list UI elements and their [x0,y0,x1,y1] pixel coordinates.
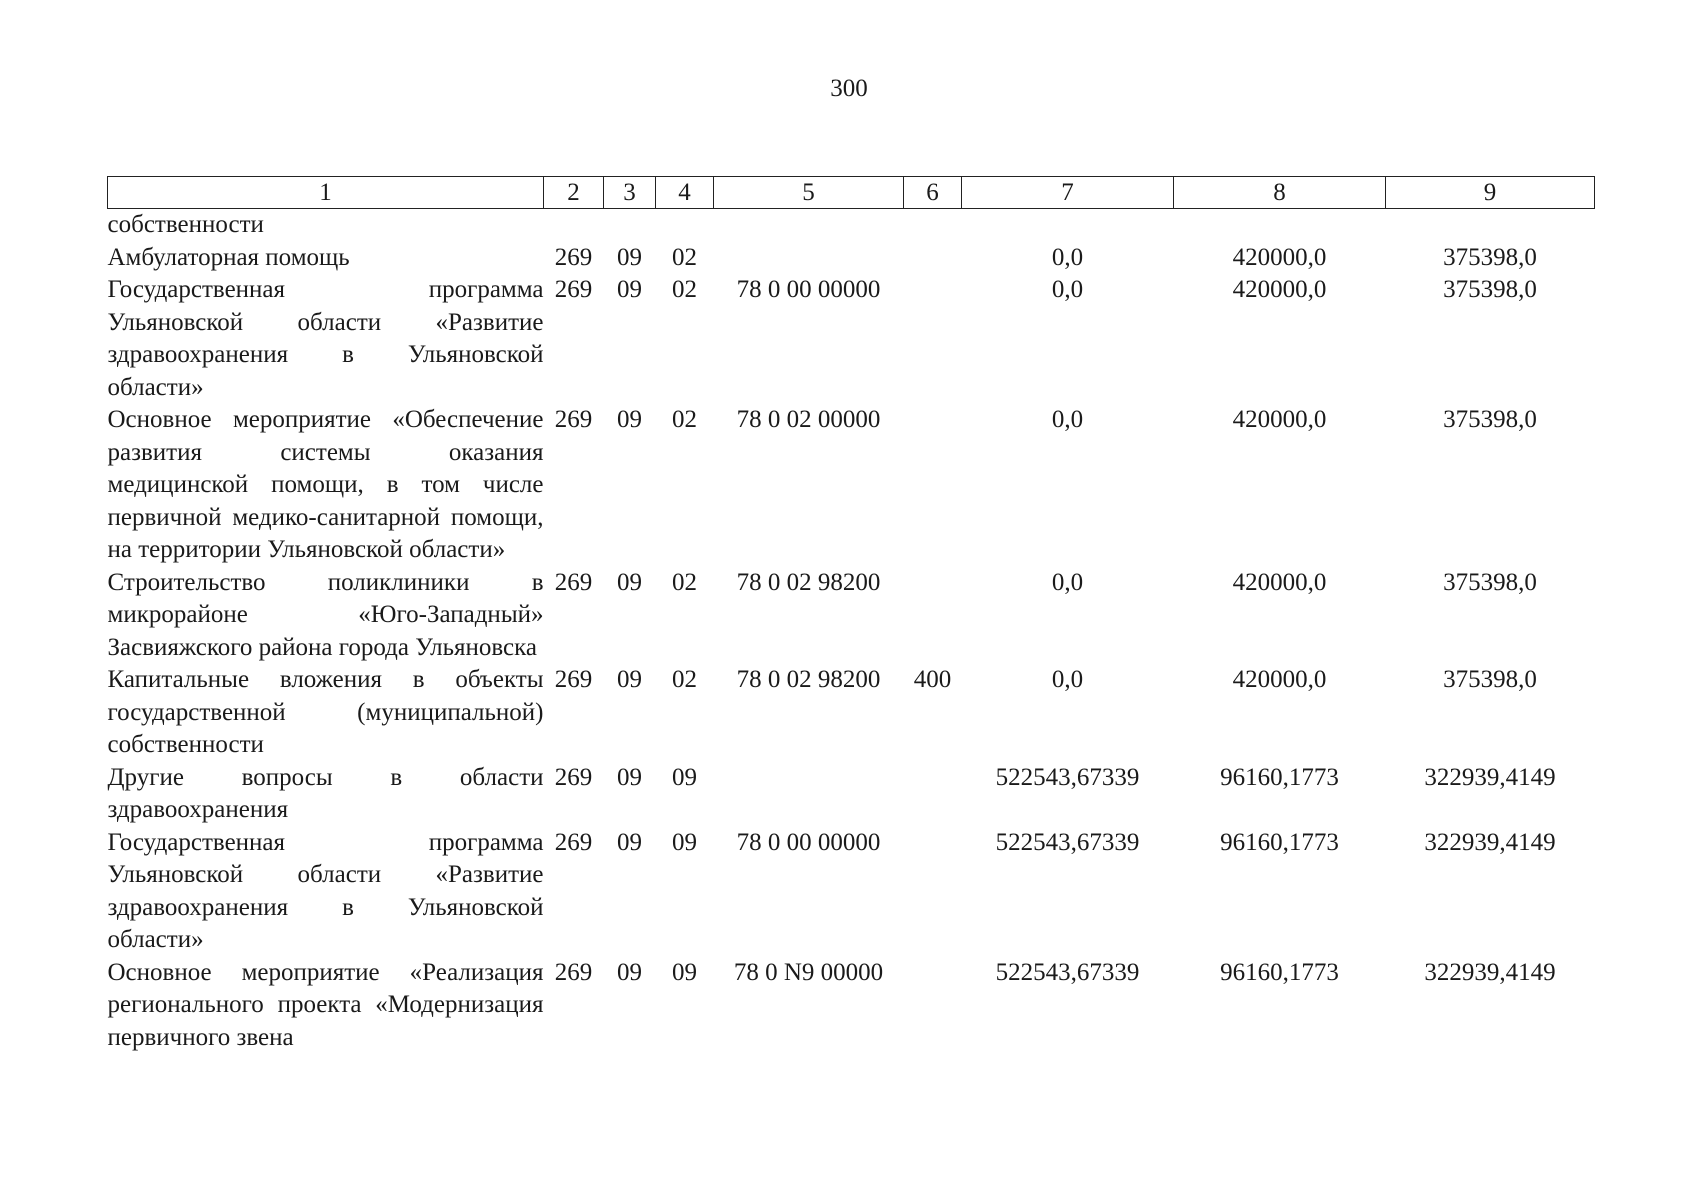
row-c7: 0,0 [1051,568,1084,596]
row-c5 [714,762,904,827]
row-c9: 375398,0 [1443,406,1537,433]
row-c5: 78 0 N9 00000 [733,958,884,986]
row-c2: 269 [554,568,593,596]
row-name: Строительство поликлиники в микрорайоне «Юго-Западный» Засвияжского района города Ульяновска [107,568,544,661]
row-c7: 522543,67339 [995,763,1140,791]
table-row [108,762,1595,827]
row-c2: 269 [554,276,593,303]
row-c6: 400 [913,666,952,693]
row-c8: 96160,1773 [1220,958,1339,986]
row-c8: 420000,0 [1232,276,1327,303]
table-row [108,209,1595,242]
row-c4: 02 [672,406,697,433]
row-c2: 269 [554,828,593,856]
row-c3: 09 [617,568,642,596]
col-header-6: 6 [904,177,962,209]
page-number: 300 [830,75,868,102]
row-c6 [904,567,962,665]
row-c4: 02 [672,568,697,596]
row-name: Амбулаторная помощь [107,243,350,271]
row-c7: 0,0 [1051,243,1084,271]
row-c5: 78 0 02 00000 [736,406,881,433]
col-header-7: 7 [962,177,1174,209]
row-c5: 78 0 00 00000 [736,276,881,303]
row-c8: 420000,0 [1232,406,1327,433]
col-header-4: 4 [656,177,714,209]
row-c2: 269 [554,406,593,433]
row-c5: 78 0 02 98200 [736,666,881,693]
row-c7: 0,0 [1051,666,1084,693]
row-c7 [962,209,1174,242]
row-c3 [604,209,656,242]
row-c3: 09 [617,828,642,856]
row-c4: 09 [672,763,697,791]
row-name: Государственная программа Ульяновской области «Развитие здравоохранения в Ульяновской области» [107,828,544,953]
row-c6 [904,762,962,827]
row-c2: 269 [554,666,593,693]
budget-table [107,176,1595,1054]
row-c7: 522543,67339 [995,958,1140,986]
row-c2 [544,209,604,242]
row-c6 [904,957,962,1055]
row-c8: 420000,0 [1232,666,1327,693]
col-header-5: 5 [714,177,904,209]
row-c3: 09 [617,406,642,433]
row-c8 [1174,209,1386,242]
col-header-8: 8 [1174,177,1386,209]
row-name: Капитальные вложения в объекты государственной (муниципальной) собственности [107,666,544,758]
table-row [108,827,1595,957]
row-c8: 96160,1773 [1220,828,1339,856]
row-c4: 09 [672,828,697,856]
row-c9: 375398,0 [1443,276,1537,303]
header-row [108,177,1595,209]
row-c9: 322939,4149 [1424,958,1556,986]
row-c3: 09 [617,276,642,303]
row-c9: 375398,0 [1443,243,1537,271]
col-header-2: 2 [544,177,604,209]
row-c3: 09 [617,243,642,271]
row-name: Другие вопросы в области здравоохранения [107,763,544,823]
row-c4: 02 [672,276,697,303]
row-name: собственности [107,211,264,238]
row-c5 [714,209,904,242]
row-c9 [1386,209,1595,242]
row-c9: 322939,4149 [1424,828,1556,856]
row-c4: 09 [672,958,697,986]
row-c2: 269 [554,763,593,791]
row-c9: 375398,0 [1443,568,1537,596]
row-c5 [714,242,904,275]
row-c2: 269 [554,958,593,986]
row-c8: 96160,1773 [1220,763,1339,791]
table-row [108,242,1595,275]
row-c8: 420000,0 [1232,568,1327,596]
row-c3: 09 [617,958,642,986]
row-c4: 02 [672,666,697,693]
table-row [108,664,1595,762]
row-name: Государственная программа Ульяновской области «Развитие здравоохранения в Ульяновской области» [107,276,544,401]
table-row [108,957,1595,1055]
row-c9: 322939,4149 [1424,763,1556,791]
row-c6 [904,827,962,957]
row-c2: 269 [554,243,593,271]
row-c5: 78 0 00 00000 [736,828,881,856]
col-header-9: 9 [1386,177,1595,209]
row-c6 [904,209,962,242]
row-name: Основное мероприятие «Обеспечение развития системы оказания медицинской помощи, в том числе первичной медико-санитарной помощи, на территории Ульяновской области» [107,406,544,563]
row-c5: 78 0 02 98200 [736,568,881,596]
row-c3: 09 [617,666,642,693]
row-c6 [904,404,962,567]
table-row [108,404,1595,567]
table-row [108,567,1595,665]
row-c9: 375398,0 [1443,666,1537,693]
table-row [108,274,1595,404]
col-header-1: 1 [108,177,544,209]
row-c8: 420000,0 [1232,243,1327,271]
row-c4 [656,209,714,242]
row-c7: 0,0 [1051,406,1084,433]
row-c7: 0,0 [1051,276,1084,303]
row-c6 [904,274,962,404]
row-name: Основное мероприятие «Реализация регионального проекта «Модернизация первичного звена [107,958,544,1051]
col-header-3: 3 [604,177,656,209]
row-c3: 09 [617,763,642,791]
row-c4: 02 [672,243,697,271]
row-c6 [904,242,962,275]
row-c7: 522543,67339 [995,828,1140,856]
